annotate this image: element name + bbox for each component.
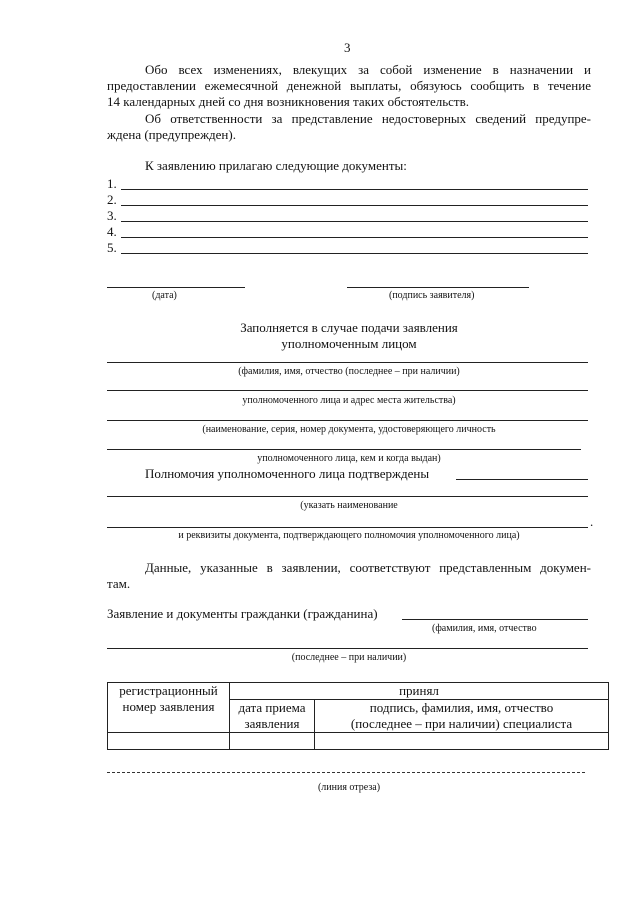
attachments-heading: К заявлению прилагаю следующие документы: (145, 158, 407, 173)
citizen-fio-line[interactable] (402, 619, 588, 620)
registration-number-header-line-1: регистрационный (119, 683, 218, 698)
acceptance-date-header-line-2: заявления (244, 716, 300, 731)
representative-heading-2: уполномоченным лицом (281, 336, 417, 351)
attachment-number: 2. (107, 192, 117, 207)
authority-document-line[interactable] (107, 496, 588, 497)
caption-address: уполномоченного лица и адрес места жительства) (242, 395, 456, 406)
caption-specify: (указать наименование (300, 500, 398, 511)
caption-fio: (фамилия, имя, отчество (последнее – при наличии) (238, 366, 460, 377)
cut-line (107, 772, 585, 773)
period: . (590, 514, 594, 529)
citizen-fio-line-2[interactable] (107, 648, 588, 649)
responsibility-line-2: ждена (предупрежден). (107, 127, 236, 142)
date-line[interactable] (107, 287, 245, 288)
attachment-number: 5. (107, 240, 117, 255)
confirmation-line-2: там. (107, 576, 131, 591)
accepted-header: принял (230, 683, 609, 700)
registry-table (107, 682, 609, 750)
documents-of-label: Заявление и документы гражданки (гражданина) (107, 606, 378, 621)
attachment-number: 3. (107, 208, 117, 223)
intro-line-1: Обо всех изменениях, влекущих за собой изменение в назначении и (145, 62, 591, 77)
signature-caption: (подпись заявителя) (389, 290, 475, 301)
caption-patronymic: (последнее – при наличии) (291, 652, 407, 663)
page-number: 3 (344, 40, 351, 55)
authority-requisites-line[interactable] (107, 527, 588, 528)
authority-text: Полномочия уполномоченного лица подтверждены (145, 466, 430, 481)
representative-document-line[interactable] (107, 420, 588, 421)
date-caption: (дата) (152, 290, 177, 301)
registration-number-header (108, 683, 230, 733)
representative-address-line[interactable] (107, 390, 588, 391)
attachment-line[interactable] (121, 221, 588, 222)
cut-line-caption: (линия отреза) (317, 782, 381, 793)
specialist-header-line-2: (последнее – при наличии) специалиста (350, 716, 573, 731)
acceptance-date-cell[interactable] (230, 733, 315, 750)
caption-issued: уполномоченного лица, кем и когда выдан) (257, 453, 441, 464)
intro-line-3: 14 календарных дней со дня возникновения таких обстоятельств. (107, 94, 469, 109)
confirmation-line-1: Данные, указанные в заявлении, соответствуют представленным докумен- (145, 560, 591, 575)
representative-heading-1: Заполняется в случае подачи заявления (240, 320, 458, 335)
attachment-line[interactable] (121, 189, 588, 190)
specialist-header (315, 700, 609, 733)
acceptance-date-header (230, 700, 315, 733)
intro-line-2: предоставлении ежемесячной денежной выплаты, обязуюсь сообщить в течение (107, 78, 591, 93)
attachment-line[interactable] (121, 237, 588, 238)
caption-citizen-fio: (фамилия, имя, отчество (432, 623, 537, 634)
representative-issued-line[interactable] (107, 449, 581, 450)
responsibility-line-1: Об ответственности за представление недостоверных сведений предупре- (145, 111, 591, 126)
specialist-cell[interactable] (315, 733, 609, 750)
attachment-line[interactable] (121, 205, 588, 206)
signature-line[interactable] (347, 287, 529, 288)
attachment-number: 1. (107, 176, 117, 191)
attachment-line[interactable] (121, 253, 588, 254)
representative-fio-line[interactable] (107, 362, 588, 363)
registration-number-cell[interactable] (108, 733, 230, 750)
specialist-header-line-1: подпись, фамилия, имя, отчество (369, 700, 554, 715)
authority-line[interactable] (456, 479, 588, 480)
acceptance-date-header-line-1: дата приема (238, 700, 306, 715)
caption-requisites: и реквизиты документа, подтверждающего полномочия уполномоченного лица) (178, 530, 520, 541)
caption-document: (наименование, серия, номер документа, удостоверяющего личность (202, 424, 496, 435)
registration-number-header-line-2: номер заявления (122, 699, 215, 714)
attachment-number: 4. (107, 224, 117, 239)
